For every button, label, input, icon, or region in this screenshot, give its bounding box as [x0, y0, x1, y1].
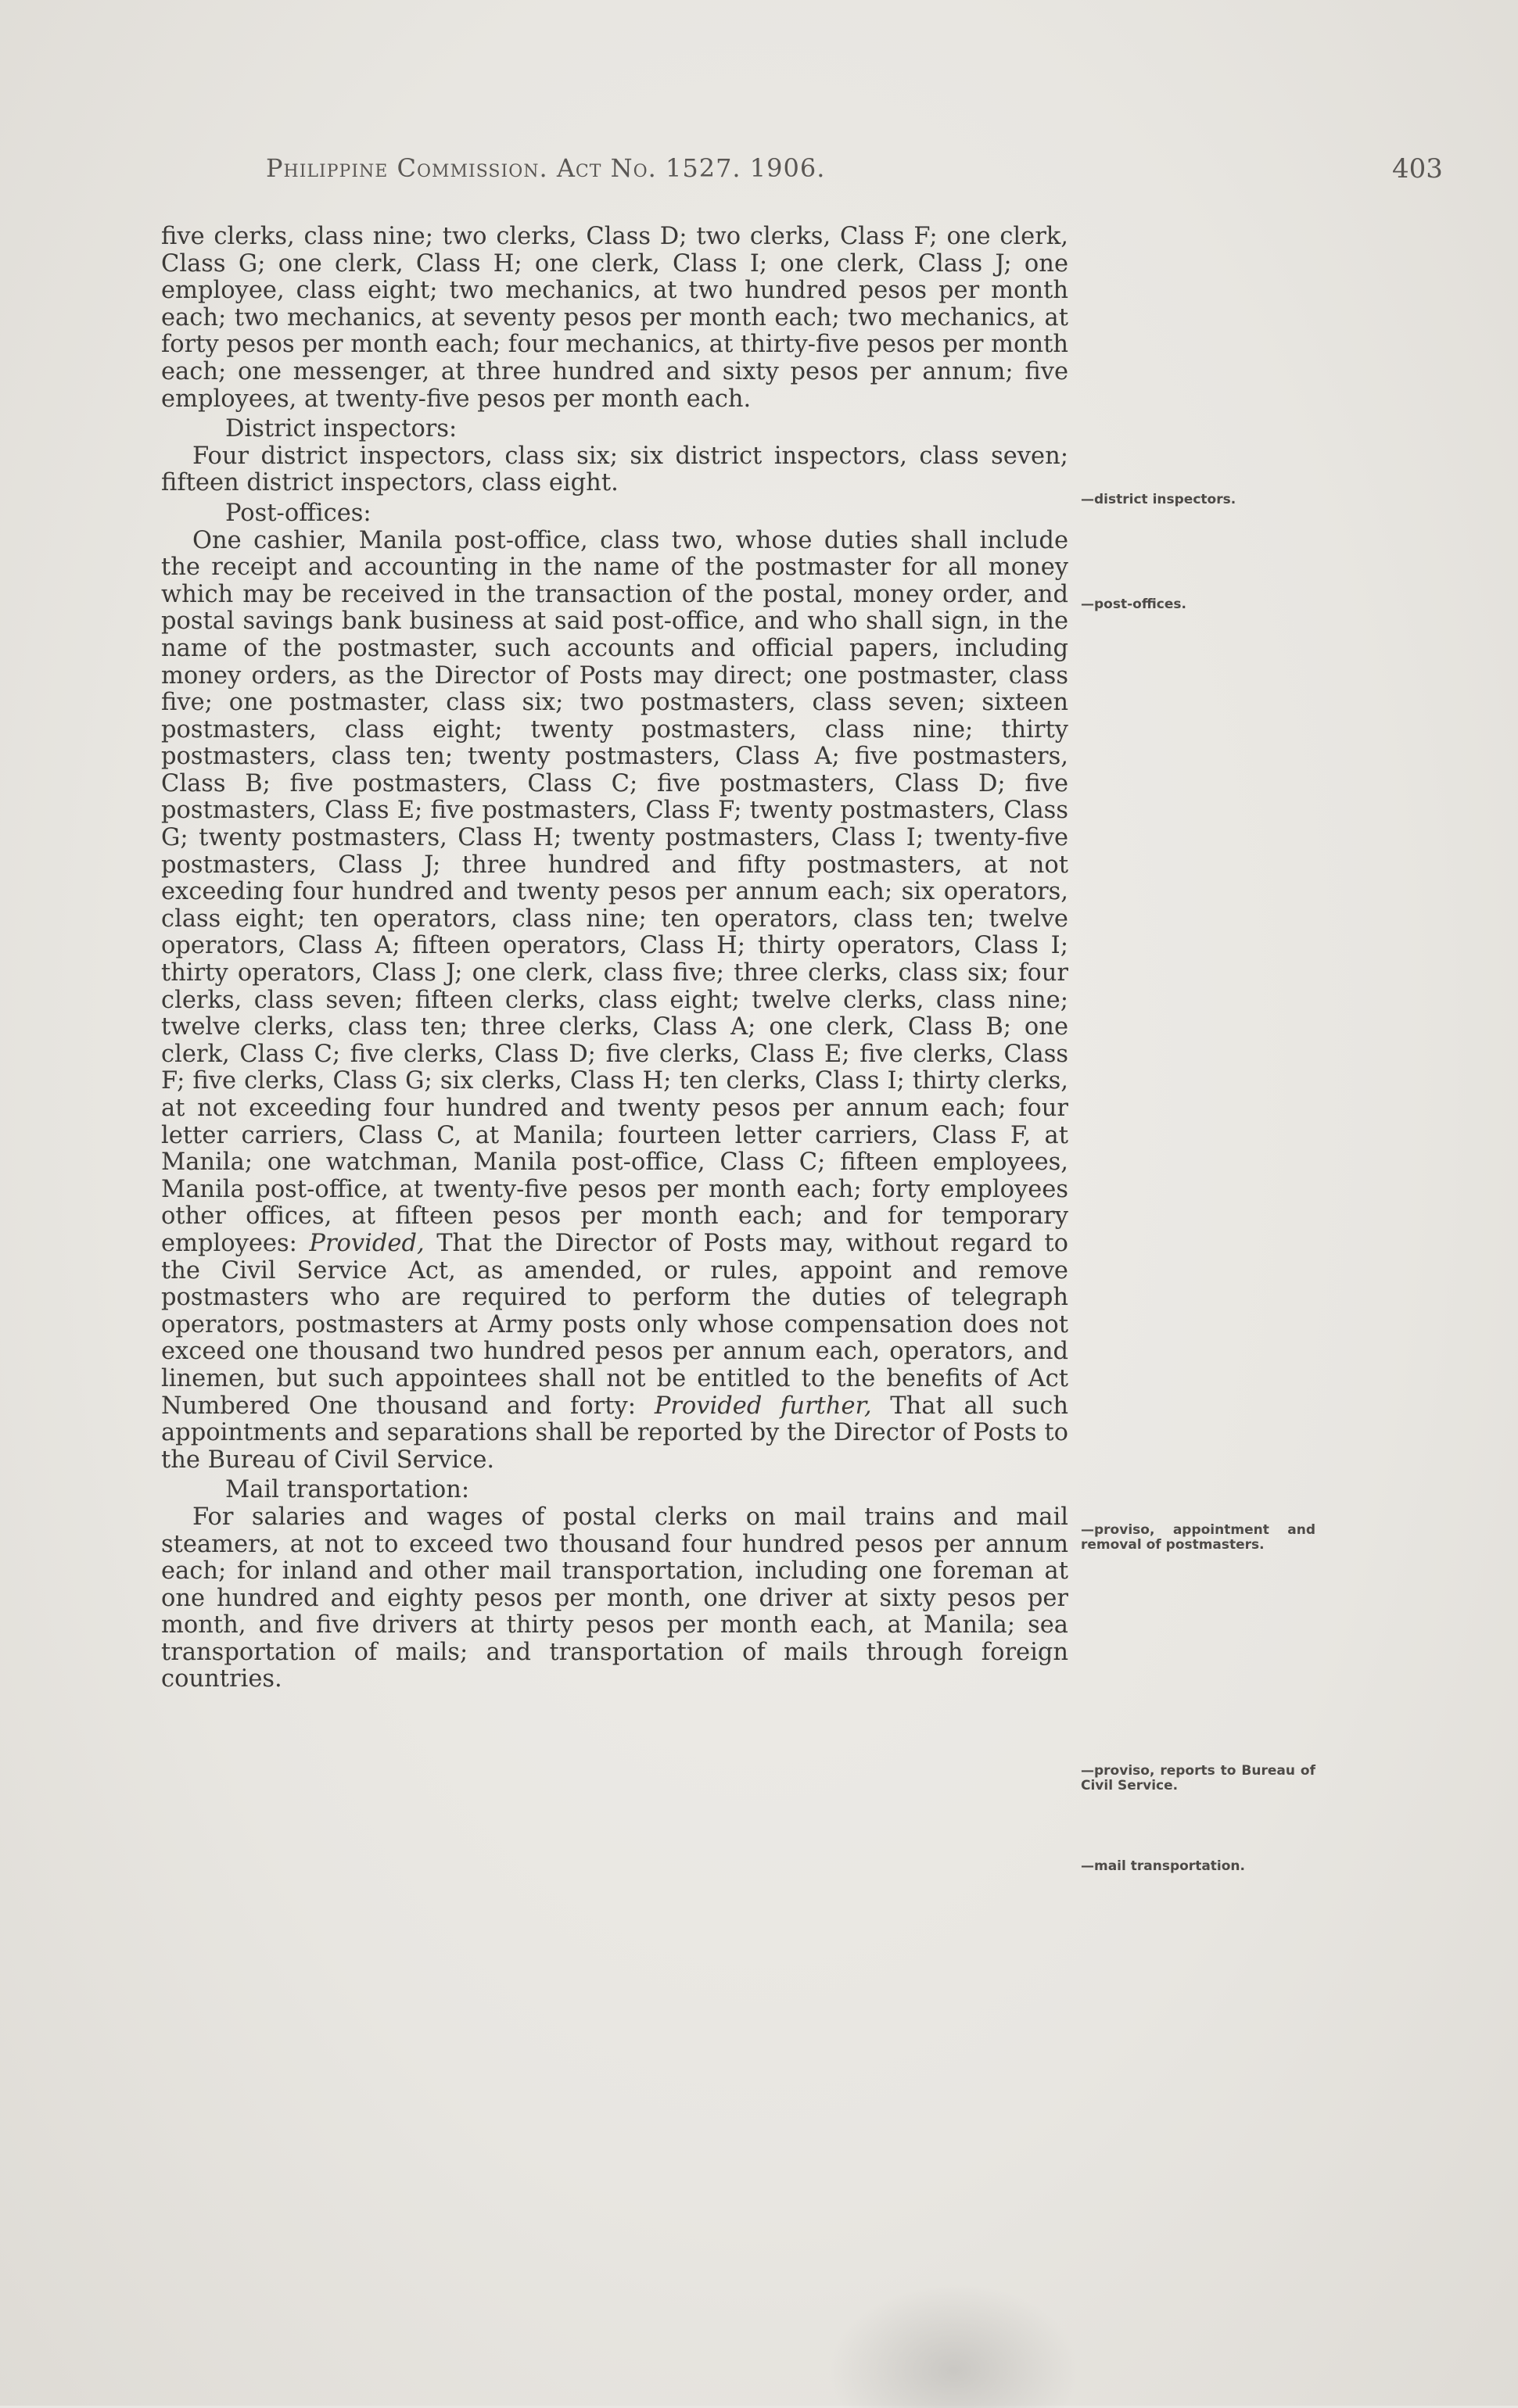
- margin-note-proviso-reports: —proviso, reports to Bureau of Civil Service.: [1081, 1763, 1315, 1793]
- margin-note-post-offices: —post-offices.: [1081, 597, 1186, 612]
- heading-post-offices: Post-offices:: [225, 499, 371, 527]
- paragraph-mail-transportation: For salaries and wages of postal clerks on mail trains and mail steamers, at not to exceed two thousand four hundred pesos per annum each; for inland and other mail transportation, including one foreman at one hundred and eighty pesos per month, one driver at sixty pesos per month, and five drivers at thirty pesos per month each, at Manila; sea transportation of mails; and transportation of mails through foreign countries.: [161, 1503, 1068, 1693]
- paragraph-clerks: five clerks, class nine; two clerks, Class D; two clerks, Class F; one clerk, Class G; one clerk, Class H; one clerk, Class I; one clerk, Class J; one employee, class eight; two mechanics, at two hundred pesos per month each; two mechanics, at seventy pesos per month each; two mechanics, at forty pesos per month each; four mechanics, at thirty-five pesos per month each; one messenger, at three hundred and sixty pesos per annum; five employees, at twenty-five pesos per month each.: [161, 223, 1068, 413]
- post-offices-text-b: That the Director of Posts may, without regard to the Civil Service Act, as amended, or rules, appoint and remove postmasters who are required to perform the duties of telegraph operators, postmasters at Army posts only whose compensation does not exceed one thousand two hundred pesos per annum each, operators, and linemen, but such appointees shall not be entitled to the benefits of Act Numbered One thousand and forty:: [161, 1229, 1068, 1420]
- page-number: 403: [1392, 153, 1443, 185]
- paragraph-district-inspectors: Four district inspectors, class six; six district inspectors, class seven; fifteen district inspectors, class eight.: [161, 442, 1068, 497]
- margin-note-district-inspectors: —district inspectors.: [1081, 492, 1236, 507]
- post-offices-text-a: One cashier, Manila post-office, class two, whose duties shall include the receipt and accounting in the name of the postmaster for all money which may be received in the transaction of the postal, money order, and postal savings bank business at said post-office, and who shall sign, in the name of the postmaster, such accounts and official papers, including money orders, as the Director of Posts may direct; one postmaster, class five; one postmaster, class six; two postmasters, class seven; sixteen postmasters, class eight; twenty postmasters, class nine; thirty postmasters, class ten; twenty postmasters, Class A; five postmasters, Class B; five postmasters, Class C; five postmasters, Class D; five postmasters, Class E; five postmasters, Class F; twenty postmasters, Class G; twenty postmasters, Class H; twenty postmasters, Class I; twenty-five postmasters, Class J; three hundred and fifty postmasters, at not exceeding four hundred and twenty pesos per annum each; six operators, class eight; ten operators, class nine; ten operators, class ten; twelve operators, Class A; fifteen operators, Class H; thirty operators, Class I; thirty operators, Class J; one clerk, class five; three clerks, class six; four clerks, class seven; fifteen clerks, class eight; twelve clerks, class nine; twelve clerks, class ten; three clerks, Class A; one clerk, Class B; one clerk, Class C; five clerks, Class D; five clerks, Class E; five clerks, Class F; five clerks, Class G; six clerks, Class H; ten clerks, Class I; thirty clerks, at not exceeding four hundred and twenty pesos per annum each; four letter carriers, Class C, at Manila; fourteen letter carriers, Class F, at Manila; one watchman, Manila post-office, Class C; fifteen employees, Manila post-office, at twenty-five pesos per month each; forty employees other offices, at fifteen pesos per month each; and for temporary employees:: [161, 526, 1068, 1257]
- paper-smudge: [829, 2283, 1079, 2408]
- provided-term: Provided,: [309, 1229, 425, 1257]
- margin-note-mail-transportation: —mail transportation.: [1081, 1858, 1245, 1874]
- heading-district-inspectors: District inspectors:: [225, 415, 458, 443]
- heading-mail-transportation: Mail transportation:: [225, 1476, 470, 1504]
- running-header: Philippine Commission. Act No. 1527. 1906.: [266, 153, 826, 183]
- body-text: [161, 224, 1068, 1693]
- paragraph-post-offices: [161, 528, 1068, 1475]
- post-offices-text-c: That all such appointments and separations shall be reported by the Director of Posts to the Bureau of Civil Service.: [161, 1392, 1068, 1474]
- margin-note-proviso-appointment: —proviso, appointment and removal of postmasters.: [1081, 1522, 1315, 1553]
- provided-further-term: Provided further,: [654, 1392, 872, 1420]
